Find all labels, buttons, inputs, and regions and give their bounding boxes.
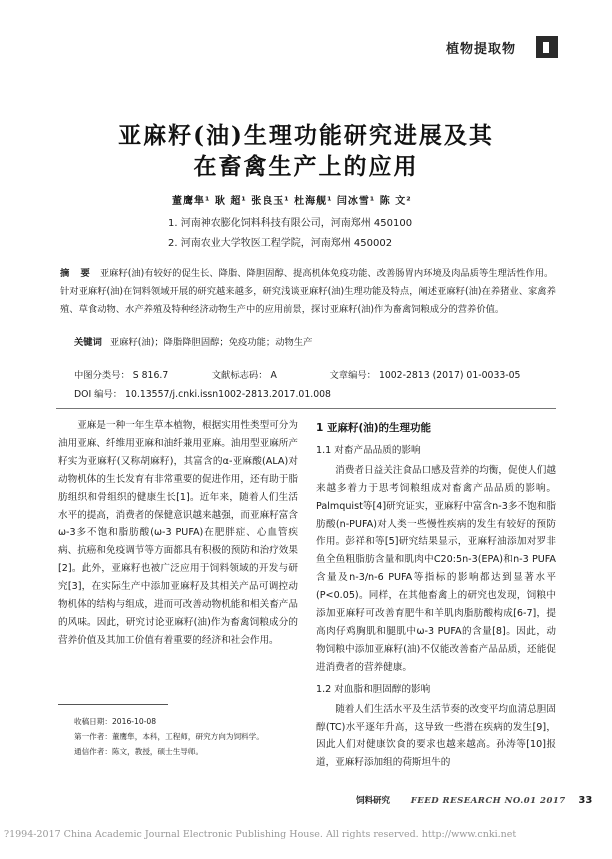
article-title-line-2: 在畜禽生产上的应用 [193, 153, 419, 180]
subsection-heading-1-1: 1.1 对畜产品品质的影响 [316, 444, 421, 456]
footnote-first-author: 第一作者：董鹰隼，本科，工程师，研究方向为饲料学。 [74, 732, 264, 741]
footnote-rule [58, 704, 168, 705]
doi-row [74, 386, 331, 400]
clc-label: 中图分类号： [74, 370, 130, 381]
article-no-label: 文章编号： [329, 370, 376, 381]
doi-label: DOI 编号： [74, 389, 123, 400]
doc-code-label: 文献标志码： [211, 370, 268, 381]
article-no-value: 1002-2813 (2017) 01-0033-05 [378, 370, 521, 381]
abstract-label: 摘 要 [60, 268, 94, 279]
copyright-notice: ?1994-2017 China Academic Journal Electronic Publishing House. All rights reserved. http://www.cnki.net [4, 829, 517, 840]
affiliation-2: 2. 河南农业大学牧医工程学院，河南郑州 450002 [168, 238, 393, 249]
paragraph-1-1: 消费者日益关注食品口感及营养的均衡，促使人们越来越多着力于思考饲粮组成对畜禽产品品质的影响。Palmquist等[4]研究证实，亚麻籽中富含n-3多不饱和脂肪酸(n-PUFA)对人类一些慢性疾病的发生有较好的预防作用。彭祥和等[5]研究结果显示，亚麻籽油添加对罗非鱼全鱼粗脂肪含量和肌肉中C20:5n-3(EPA)和n-3 PUFA含量及n-3/n-6 PUFA等指标的影响都达到显著水平(P<0.05)。同样，在其他畜禽上的研究也发现，饲粮中添加亚麻籽可改善育肥牛和羊肌肉脂肪酸构成[6-7]，提高肉仔鸡胸肌和腿肌中ω-3 PUFA的含量[8]。因此，动物饲粮中添加亚麻籽(油)不仅能改善畜产品品质，还能促进消费者的营养健康。 [316, 464, 556, 673]
footnote-received: 收稿日期：2016-10-08 [74, 717, 157, 726]
author-list: 董鹰隼¹ 耿 超¹ 张良玉¹ 杜海舰¹ 闫冰雪¹ 陈 文² [172, 196, 412, 207]
journal-name: 饲料研究 [356, 796, 391, 806]
article-title-line-1: 亚麻籽(油)生理功能研究进展及其 [118, 122, 494, 149]
section-corner-icon [536, 36, 558, 58]
keywords-text: 亚麻籽(油)；降脂降胆固醇；免疫功能；动物生产 [109, 337, 313, 348]
journal-issue: FEED RESEARCH NO.01 2017 [410, 796, 566, 806]
header-divider [56, 408, 556, 409]
affiliation-1: 1. 河南神农膨化饲料科技有限公司，河南郑州 450100 [168, 218, 413, 229]
classification-row [74, 367, 520, 381]
doi-value: 10.13557/j.cnki.issn1002-2813.2017.01.008 [125, 389, 331, 400]
section-label: 植物提取物 [446, 42, 517, 57]
doc-code-value: A [270, 370, 277, 381]
subsection-heading-1-2: 1.2 对血脂和胆固醇的影响 [316, 683, 431, 695]
keywords-label: 关键词 [74, 337, 102, 348]
body-right-column [316, 420, 556, 772]
keywords [74, 334, 312, 348]
paragraph-1-2: 随着人们生活水平及生活节奏的改变平均血清总胆固醇(TC)水平逐年升高，这导致一些潜在疾病的发生[9]，因此人们对健康饮食的要求也越来越高。孙涛等[10]报道，亚麻籽添加组的荷斯坦牛的 [316, 703, 556, 769]
body-left-column [58, 417, 298, 650]
footnote-corresponding: 通信作者：陈文，教授，硕士生导师。 [74, 747, 204, 756]
intro-paragraph: 亚麻是一种一年生草本植物，根据实用性类型可分为油用亚麻、纤维用亚麻和油纤兼用亚麻。油用型亚麻所产籽实为亚麻籽(又称胡麻籽)，其富含的α-亚麻酸(ALA)对动物机体的生长发育有非常重要的促进作用，还有助于脂肪组织和骨组织的健康生长[1]。近年来，随着人们生活水平的提高，消费者的保健意识越来越强，而亚麻籽富含ω-3多不饱和脂肪酸(ω-3 PUFA)在肥胖症、心血管疾病、抗癌和免疫调节等方面都具有积极的预防和治疗效果[2]。此外，亚麻籽也被广泛应用于饲料领域的开发与研究[3]，在实际生产中添加亚麻籽及其相关产品可调控动物机体的结构与组成，进而可改善动物机能和相关畜产品的风味。因此，研究讨论亚麻籽(油)作为畜禽饲粮成分的营养价值及其加工价值有着重要的经济和社会作用。 [58, 420, 298, 646]
section-heading-1: 1 亚麻籽(油)的生理功能 [316, 422, 432, 434]
clc-value: S 816.7 [132, 370, 169, 381]
page-number: 33 [578, 795, 593, 806]
abstract-text: 亚麻籽(油)有较好的促生长、降脂、降胆固醇、提高机体免疫功能、改善肠胃内环境及肉品质等生理活性作用。针对亚麻籽(油)在饲料领域开展的研究越来越多，研究浅谈亚麻籽(油)生理功能及特点，阐述亚麻籽(油)在养猪业、家禽养殖、草食动物、水产养殖及特种经济动物生产中的应用前景，探讨亚麻籽(油)作为畜禽饲粮成分的营养价值。 [60, 268, 556, 315]
abstract [60, 265, 560, 318]
page-footer [356, 794, 592, 806]
